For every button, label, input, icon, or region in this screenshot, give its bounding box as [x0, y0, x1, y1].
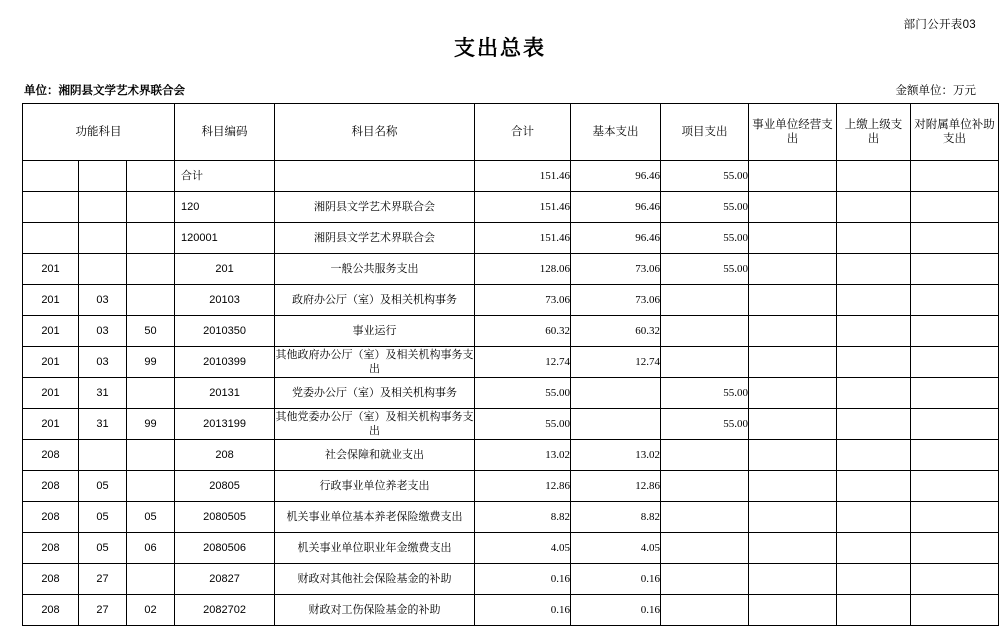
cell-func3: [127, 440, 175, 471]
table-row: [23, 192, 999, 223]
cell-upper: [837, 564, 911, 595]
cell-business: [749, 595, 837, 626]
cell-business: [749, 161, 837, 192]
cell-func1: 201: [23, 347, 79, 378]
cell-business: [749, 316, 837, 347]
cell-func2: [79, 254, 127, 285]
cell-total: 55.00: [475, 378, 571, 409]
table-row: [23, 440, 999, 471]
cell-subsidy: [911, 161, 999, 192]
amount-unit-label: 金额单位：万元: [895, 85, 976, 97]
column-header-upper: 上缴上级支出: [837, 104, 911, 161]
cell-total: 12.74: [475, 347, 571, 378]
cell-func1: 208: [23, 533, 79, 564]
cell-business: [749, 409, 837, 440]
cell-func3: 05: [127, 502, 175, 533]
cell-name: 社会保障和就业支出: [275, 440, 475, 471]
cell-func2: 31: [79, 378, 127, 409]
cell-basic: 96.46: [571, 161, 661, 192]
cell-basic: 0.16: [571, 595, 661, 626]
cell-subsidy: [911, 254, 999, 285]
cell-business: [749, 440, 837, 471]
cell-func1: [23, 223, 79, 254]
column-header-total: 合计: [475, 104, 571, 161]
cell-func3: [127, 161, 175, 192]
cell-total: 60.32: [475, 316, 571, 347]
table-body: [23, 161, 999, 626]
cell-code: 208: [175, 440, 275, 471]
cell-code: 20103: [175, 285, 275, 316]
cell-basic: 96.46: [571, 223, 661, 254]
column-header-basic: 基本支出: [571, 104, 661, 161]
cell-func3: 50: [127, 316, 175, 347]
cell-func2: 05: [79, 533, 127, 564]
cell-upper: [837, 595, 911, 626]
cell-func3: [127, 254, 175, 285]
column-header-project: 项目支出: [661, 104, 749, 161]
cell-total: 8.82: [475, 502, 571, 533]
cell-total: 13.02: [475, 440, 571, 471]
cell-func2: 03: [79, 316, 127, 347]
cell-subsidy: [911, 378, 999, 409]
cell-business: [749, 502, 837, 533]
cell-business: [749, 533, 837, 564]
cell-func1: 208: [23, 502, 79, 533]
table-row: [23, 409, 999, 440]
cell-code: 2010350: [175, 316, 275, 347]
cell-name: 机关事业单位基本养老保险缴费支出: [275, 502, 475, 533]
cell-subsidy: [911, 223, 999, 254]
cell-basic: 73.06: [571, 254, 661, 285]
cell-project: 55.00: [661, 254, 749, 285]
cell-subsidy: [911, 347, 999, 378]
column-header-subject-name: 科目名称: [275, 104, 475, 161]
cell-total: 4.05: [475, 533, 571, 564]
cell-func2: 05: [79, 471, 127, 502]
cell-upper: [837, 285, 911, 316]
cell-name: 党委办公厅（室）及相关机构事务: [275, 378, 475, 409]
cell-total: 128.06: [475, 254, 571, 285]
cell-code: 2082702: [175, 595, 275, 626]
cell-subsidy: [911, 502, 999, 533]
cell-project: [661, 564, 749, 595]
table-row: [23, 533, 999, 564]
table-row: [23, 285, 999, 316]
cell-business: [749, 254, 837, 285]
cell-func2: 03: [79, 285, 127, 316]
cell-code: 20827: [175, 564, 275, 595]
expenditure-summary-table: [22, 103, 999, 626]
cell-total: 151.46: [475, 223, 571, 254]
cell-subsidy: [911, 533, 999, 564]
cell-func1: 201: [23, 316, 79, 347]
cell-basic: 0.16: [571, 564, 661, 595]
cell-business: [749, 471, 837, 502]
table-row: [23, 378, 999, 409]
cell-upper: [837, 471, 911, 502]
cell-name: [275, 161, 475, 192]
cell-project: [661, 595, 749, 626]
column-header-subject-code: 科目编码: [175, 104, 275, 161]
cell-basic: 73.06: [571, 285, 661, 316]
cell-func1: 201: [23, 378, 79, 409]
cell-upper: [837, 347, 911, 378]
cell-func3: [127, 564, 175, 595]
cell-upper: [837, 161, 911, 192]
cell-total: 151.46: [475, 161, 571, 192]
table-row: [23, 254, 999, 285]
form-number-note: 部门公开表03: [903, 19, 976, 31]
cell-func3: [127, 285, 175, 316]
cell-total: 151.46: [475, 192, 571, 223]
table-header-row: [23, 104, 999, 161]
cell-upper: [837, 409, 911, 440]
cell-total: 0.16: [475, 564, 571, 595]
cell-project: [661, 533, 749, 564]
cell-func1: 208: [23, 595, 79, 626]
cell-func2: 27: [79, 595, 127, 626]
cell-project: [661, 471, 749, 502]
cell-name: 湘阴县文学艺术界联合会: [275, 223, 475, 254]
cell-upper: [837, 192, 911, 223]
cell-name: 一般公共服务支出: [275, 254, 475, 285]
cell-func1: 208: [23, 440, 79, 471]
cell-func3: [127, 378, 175, 409]
cell-basic: 4.05: [571, 533, 661, 564]
cell-code: 201: [175, 254, 275, 285]
cell-upper: [837, 378, 911, 409]
cell-code: 2010399: [175, 347, 275, 378]
column-header-function-subject: 功能科目: [23, 104, 175, 161]
column-header-subsidy: 对附属单位补助支出: [911, 104, 999, 161]
cell-func3: 06: [127, 533, 175, 564]
cell-code: 20131: [175, 378, 275, 409]
cell-project: 55.00: [661, 378, 749, 409]
cell-name: 财政对其他社会保险基金的补助: [275, 564, 475, 595]
cell-subsidy: [911, 471, 999, 502]
cell-subsidy: [911, 595, 999, 626]
cell-project: [661, 347, 749, 378]
cell-code: 合计: [175, 161, 275, 192]
cell-upper: [837, 502, 911, 533]
cell-subsidy: [911, 564, 999, 595]
cell-basic: [571, 378, 661, 409]
cell-code: 2080505: [175, 502, 275, 533]
cell-name: 行政事业单位养老支出: [275, 471, 475, 502]
cell-upper: [837, 316, 911, 347]
cell-name: 其他政府办公厅（室）及相关机构事务支出: [275, 347, 475, 378]
cell-func1: 208: [23, 564, 79, 595]
cell-func3: [127, 471, 175, 502]
cell-business: [749, 378, 837, 409]
cell-code: 2013199: [175, 409, 275, 440]
cell-func2: 31: [79, 409, 127, 440]
cell-func2: 03: [79, 347, 127, 378]
cell-total: 73.06: [475, 285, 571, 316]
cell-func2: [79, 192, 127, 223]
cell-name: 财政对工伤保险基金的补助: [275, 595, 475, 626]
cell-code: 2080506: [175, 533, 275, 564]
cell-basic: 96.46: [571, 192, 661, 223]
cell-func1: 201: [23, 285, 79, 316]
column-header-business: 事业单位经营支出: [749, 104, 837, 161]
cell-project: 55.00: [661, 161, 749, 192]
cell-func3: 99: [127, 347, 175, 378]
table-row: [23, 595, 999, 626]
cell-name: 湘阴县文学艺术界联合会: [275, 192, 475, 223]
cell-project: 55.00: [661, 223, 749, 254]
cell-upper: [837, 533, 911, 564]
cell-func2: [79, 223, 127, 254]
table-row: [23, 223, 999, 254]
table-row: [23, 471, 999, 502]
cell-project: [661, 440, 749, 471]
cell-func1: 208: [23, 471, 79, 502]
cell-func2: [79, 440, 127, 471]
cell-name: 事业运行: [275, 316, 475, 347]
cell-basic: [571, 409, 661, 440]
cell-project: 55.00: [661, 409, 749, 440]
cell-func3: 02: [127, 595, 175, 626]
cell-project: [661, 285, 749, 316]
cell-upper: [837, 254, 911, 285]
cell-code: 20805: [175, 471, 275, 502]
cell-business: [749, 347, 837, 378]
cell-subsidy: [911, 192, 999, 223]
cell-basic: 12.74: [571, 347, 661, 378]
cell-business: [749, 223, 837, 254]
cell-basic: 8.82: [571, 502, 661, 533]
cell-total: 12.86: [475, 471, 571, 502]
cell-func1: 201: [23, 254, 79, 285]
cell-func3: [127, 223, 175, 254]
cell-func1: [23, 161, 79, 192]
cell-func3: [127, 192, 175, 223]
cell-func1: [23, 192, 79, 223]
cell-func2: 27: [79, 564, 127, 595]
cell-project: [661, 502, 749, 533]
cell-func3: 99: [127, 409, 175, 440]
cell-project: [661, 316, 749, 347]
cell-func1: 201: [23, 409, 79, 440]
cell-basic: 60.32: [571, 316, 661, 347]
cell-func2: 05: [79, 502, 127, 533]
cell-business: [749, 192, 837, 223]
cell-total: 55.00: [475, 409, 571, 440]
meta-row: [22, 68, 978, 103]
cell-business: [749, 564, 837, 595]
cell-name: 政府办公厅（室）及相关机构事务: [275, 285, 475, 316]
cell-subsidy: [911, 316, 999, 347]
unit-label: 单位：湘阴县文学艺术界联合会: [24, 85, 185, 97]
cell-name: 其他党委办公厅（室）及相关机构事务支出: [275, 409, 475, 440]
cell-upper: [837, 223, 911, 254]
cell-upper: [837, 440, 911, 471]
table-row: [23, 502, 999, 533]
cell-project: 55.00: [661, 192, 749, 223]
table-row: [23, 564, 999, 595]
table-row: [23, 316, 999, 347]
cell-subsidy: [911, 285, 999, 316]
table-row: [23, 347, 999, 378]
cell-code: 120: [175, 192, 275, 223]
table-row: [23, 161, 999, 192]
cell-code: 120001: [175, 223, 275, 254]
cell-func2: [79, 161, 127, 192]
cell-business: [749, 285, 837, 316]
cell-name: 机关事业单位职业年金缴费支出: [275, 533, 475, 564]
cell-subsidy: [911, 409, 999, 440]
cell-basic: 12.86: [571, 471, 661, 502]
cell-subsidy: [911, 440, 999, 471]
cell-basic: 13.02: [571, 440, 661, 471]
page-title: 支出总表: [454, 36, 546, 60]
cell-total: 0.16: [475, 595, 571, 626]
